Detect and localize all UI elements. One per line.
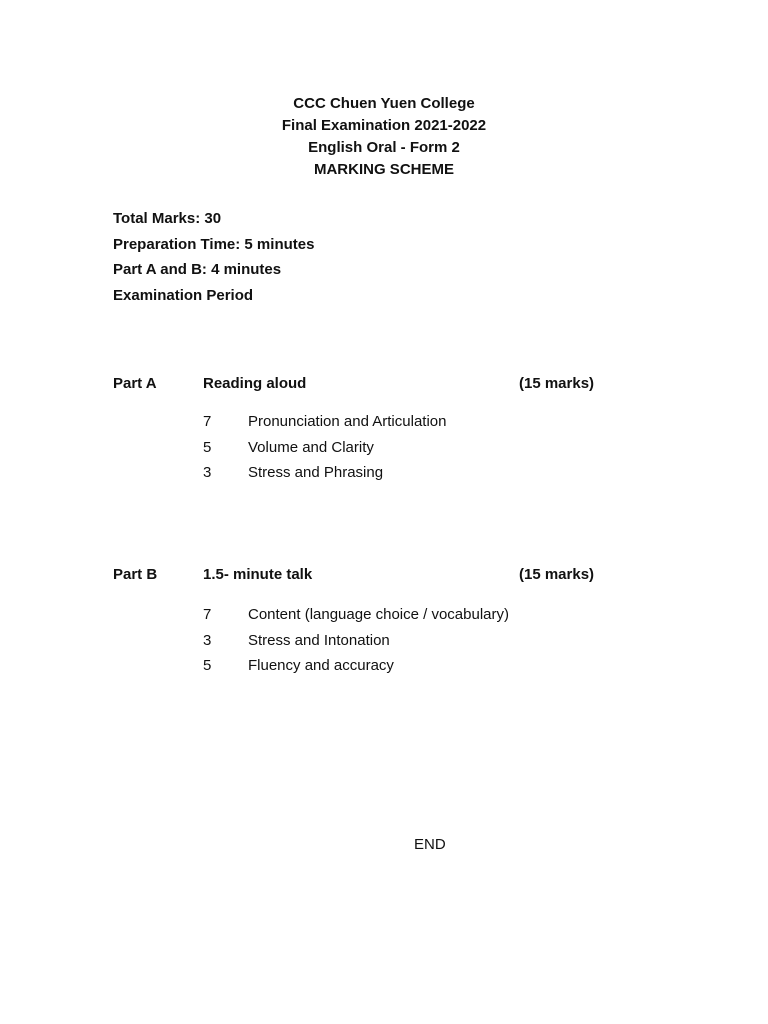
criteria-points: 5 bbox=[203, 438, 212, 456]
criteria-description: Stress and Intonation bbox=[248, 631, 390, 649]
school-name: CCC Chuen Yuen College bbox=[293, 95, 475, 112]
exam-info bbox=[113, 206, 314, 308]
preparation-time: Preparation Time: 5 minutes bbox=[113, 235, 315, 253]
part-a-marks: (15 marks) bbox=[519, 375, 595, 392]
criteria-description: Content (language choice / vocabulary) bbox=[248, 606, 509, 623]
part-a-heading bbox=[113, 375, 613, 397]
part-b-marks: (15 marks) bbox=[519, 566, 595, 583]
criteria-description: Stress and Phrasing bbox=[248, 464, 384, 481]
criteria-points: 7 bbox=[203, 413, 212, 430]
part-b-label: Part B bbox=[113, 566, 158, 583]
parts-time: Part A and B: 4 minutes bbox=[113, 261, 282, 278]
criteria-description: Volume and Clarity bbox=[248, 438, 374, 456]
document-header bbox=[0, 93, 768, 181]
part-a-title: Reading aloud bbox=[203, 375, 307, 392]
exam-title: Final Examination 2021-2022 bbox=[281, 117, 487, 134]
document-title: MARKING SCHEME bbox=[313, 161, 454, 178]
criteria-description: Fluency and accuracy bbox=[248, 657, 394, 674]
criteria-points: 3 bbox=[203, 464, 212, 481]
subject-title: English Oral - Form 2 bbox=[308, 139, 460, 156]
criteria-points: 5 bbox=[203, 657, 212, 674]
part-b-heading bbox=[113, 566, 613, 588]
criteria-points: 3 bbox=[203, 631, 212, 649]
criteria-points: 7 bbox=[203, 606, 212, 623]
examination-period: Examination Period bbox=[113, 286, 254, 304]
part-b-title: 1.5- minute talk bbox=[203, 566, 313, 583]
end-marker: END bbox=[414, 836, 446, 853]
part-a-label: Part A bbox=[113, 375, 157, 392]
criteria-description: Pronunciation and Articulation bbox=[248, 413, 447, 430]
total-marks: Total Marks: 30 bbox=[113, 210, 222, 227]
